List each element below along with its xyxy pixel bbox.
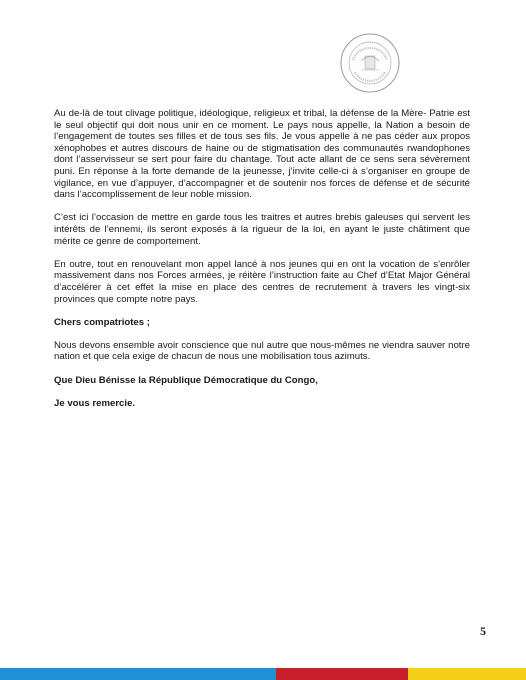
salutation: Chers compatriotes ; (54, 316, 150, 328)
stripe-blue (0, 668, 276, 680)
stripe-yellow (408, 668, 526, 680)
page-number: 5 (480, 624, 486, 638)
flag-stripe (0, 668, 526, 680)
stripe-red (276, 668, 408, 680)
paragraph-4: Nous devons ensemble avoir conscience que nul autre que nous-mêmes ne viendra sauver notre nation et que cela exige de chacun de nous une mobilisation tous azimuts. (54, 339, 470, 363)
paragraph-1: Au de-là de tout clivage politique, idéologique, religieux et tribal, la défense de la Mère- Patrie est le seul objectif qui doit nous unir en ce moment. Le pays nous appelle, la Nation a besoin de l’engagement de toutes ses filles et de tous ses fils. Je vous appelle à ne pas céder aux propos xénophobes et autres discours de haine ou de stigmatisation des communautés rwandophones dont l’asservisseur se sert pour faire du chantage. Tout acte allant de ce sens sera sévèrement puni. En réponse à la forte demande de la jeunesse, j’invite celle-ci à s’organiser en groupe de vigilance, en vue d’appuyer, d’accompagner et de soutenir nos forces de défense et de sécurité dans l’accomplissement de leur noble mission. (54, 108, 470, 201)
closing: Je vous remercie. (54, 397, 136, 409)
letter-body (54, 108, 470, 421)
paragraph-3: En outre, tout en renouvelant mon appel lancé à nos jeunes qui en ont la vocation de s’enrôler massivement dans nos Forces armées, je réitère l’instruction faite au Chef d’Etat Major Général d’accélérer à cet effet la mise en place des centres de recrutement à travers les vingt-six provinces que compte notre pays. (54, 258, 470, 305)
presidential-seal-icon (339, 32, 401, 94)
blessing: Que Dieu Bénisse la République Démocratique du Congo, (54, 374, 318, 386)
paragraph-2: C’est ici l’occasion de mettre en garde tous les traitres et autres brebis galeuses qui servent les intérêts de l’ennemi, ils seront exposés à la rigueur de la loi, en ayant le juste châtiment que mérite ce genre de comportement. (54, 212, 470, 247)
